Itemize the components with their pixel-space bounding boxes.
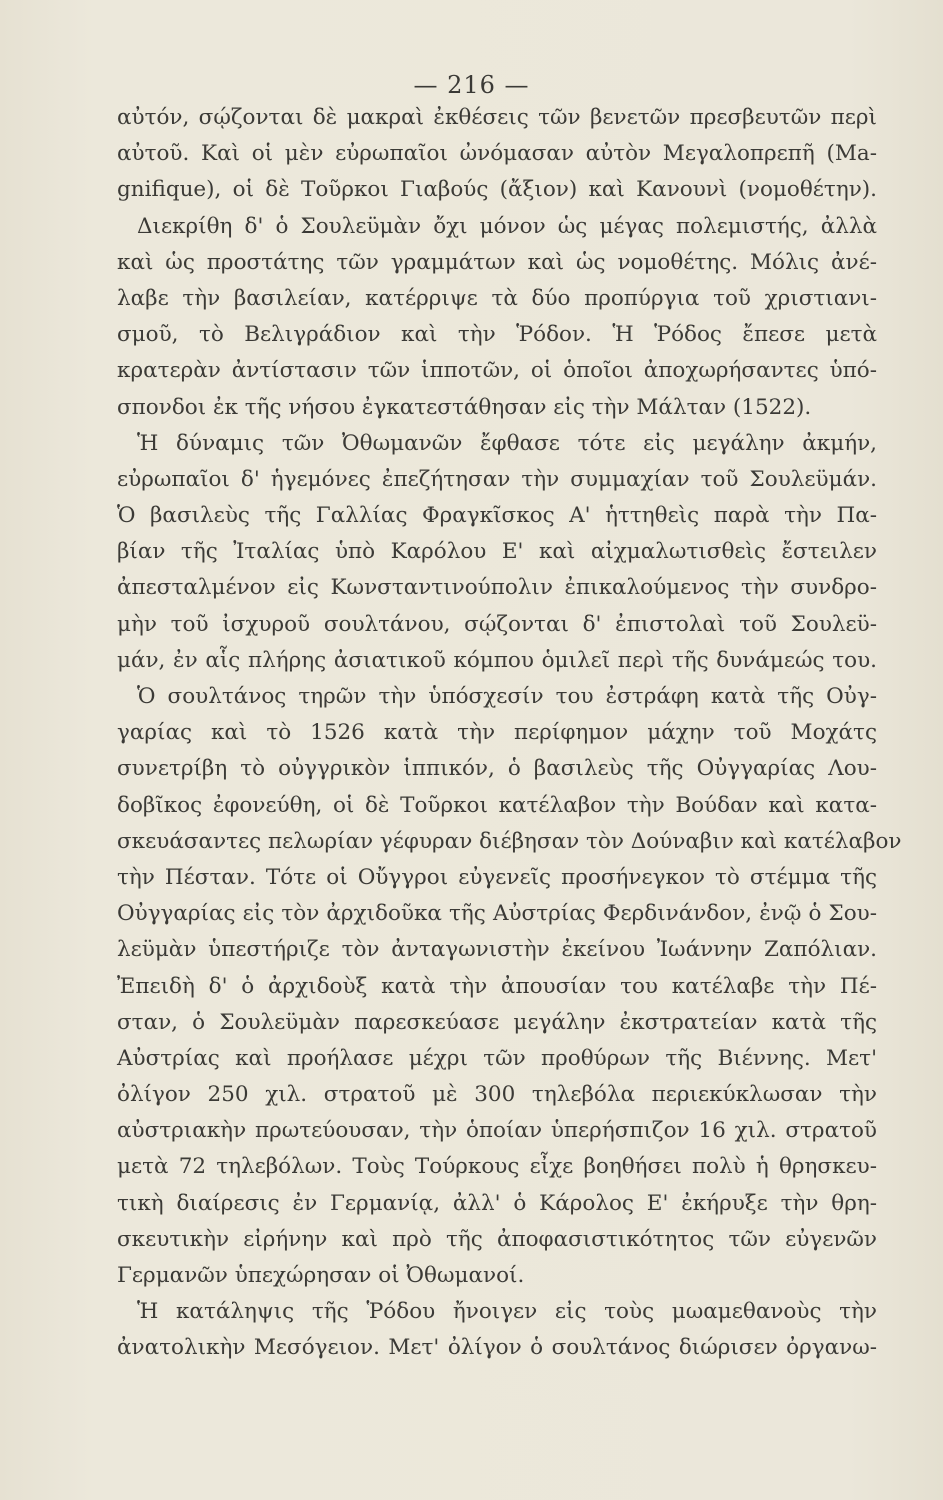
text-line: μετὰ 72 τηλεβόλων. Τοὺς Τούρκους εἶχε βοηθήσει πολὺ ἡ θρησκευ- <box>117 1154 877 1180</box>
text-line: σμοῦ, τὸ Βελιγράδιον καὶ τὴν Ῥόδον. Ἡ Ῥόδος ἔπεσε μετὰ <box>117 322 877 348</box>
text-line: τικὴ διαίρεσις ἐν Γερμανίᾳ, ἀλλ' ὁ Κάρολος Ε' ἐκήρυξε τὴν θρη- <box>117 1190 877 1216</box>
text-line: καὶ ὡς προστάτης τῶν γραμμάτων καὶ ὡς νομοθέτης. Μόλις ἀνέ- <box>117 249 877 275</box>
text-line: ἀπεσταλμένον εἰς Κωνσταντινούπολιν ἐπικαλούμενος τὴν συνδρο- <box>117 575 877 601</box>
page-number: — 216 — <box>413 71 530 99</box>
text-line: αὐτόν, σῴζονται δὲ μακραὶ ἐκθέσεις τῶν βενετῶν πρεσβευτῶν περὶ <box>117 105 877 130</box>
text-line: Ὁ σουλτάνος τηρῶν τὴν ὑπόσχεσίν του ἐστράφη κατὰ τῆς Οὐγ- <box>137 684 877 709</box>
text-line: Ἐπειδὴ δ' ὁ ἀρχιδοὺξ κατὰ τὴν ἀπουσίαν του κατέλαβε τὴν Πέ- <box>117 973 877 999</box>
text-line: Αὐστρίας καὶ προήλασε μέχρι τῶν προθύρων τῆς Βιέννης. Μετ' <box>117 1045 877 1071</box>
text-line: μάν, ἐν αἷς πλήρης ἀσιατικοῦ κόμπου ὁμιλεῖ περὶ τῆς δυνάμεώς του. <box>117 647 877 673</box>
body-text <box>117 100 902 1367</box>
text-line: ἀνατολικὴν Μεσόγειον. Μετ' ὀλίγον ὁ σουλτάνος διώρισεν ὀργανω- <box>117 1335 877 1361</box>
text-line: σταν, ὁ Σουλεϋμὰν παρεσκεύασε μεγάλην ἐκστρατείαν κατὰ τῆς <box>117 1009 877 1035</box>
text-line: Γερμανῶν ὑπεχώρησαν οἱ Ὀθωμανοί. <box>117 1263 525 1288</box>
text-line: σκευτικὴν εἰρήνην καὶ πρὸ τῆς ἀποφασιστικότητος τῶν εὐγενῶν <box>117 1226 877 1252</box>
text-line: εὐρωπαῖοι δ' ἡγεμόνες ἐπεζήτησαν τὴν συμμαχίαν τοῦ Σουλεϋμάν. <box>117 466 877 492</box>
text-line: λαβε τὴν βασιλείαν, κατέρριψε τὰ δύο προπύργια τοῦ χριστιανι- <box>117 285 877 311</box>
text-line: τὴν Πέσταν. Τότε οἱ Οὔγγροι εὐγενεῖς προσήνεγκον τὸ στέμμα τῆς <box>117 864 877 890</box>
text-line: αὐστριακὴν πρωτεύουσαν, τὴν ὁποίαν ὑπερήσπιζον 16 χιλ. στρατοῦ <box>117 1118 877 1144</box>
text-line: Ὁ βασιλεὺς τῆς Γαλλίας Φραγκῖσκος Α' ἡττηθεὶς παρὰ τὴν Πα- <box>117 503 877 529</box>
text-line: αὐτοῦ. Καὶ οἱ μὲν εὐρωπαῖοι ὠνόμασαν αὐτὸν Μεγαλοπρεπῆ (Ma- <box>117 141 877 167</box>
text-line: ὀλίγον 250 χιλ. στρατοῦ μὲ 300 τηλεβόλα περιεκύκλωσαν τὴν <box>117 1082 877 1108</box>
text-line: Διεκρίθη δ' ὁ Σουλεϋμὰν ὄχι μόνον ὡς μέγας πολεμιστής, ἀλλὰ <box>137 213 877 239</box>
text-line: βίαν τῆς Ἰταλίας ὑπὸ Καρόλου Ε' καὶ αἰχμαλωτισθεὶς ἔστειλεν <box>117 539 877 565</box>
text-line: σκευάσαντες πελωρίαν γέφυραν διέβησαν τὸν Δούναβιν καὶ κατέλαβον <box>117 828 902 854</box>
text-line: Ἡ δύναμις τῶν Ὀθωμανῶν ἔφθασε τότε εἰς μεγάλην ἀκμήν, <box>137 430 877 456</box>
text-line: gnifique), οἱ δὲ Τοῦρκοι Γιαβούς (ἄξιον) καὶ Κανουνὶ (νομοθέτην). <box>117 177 877 203</box>
text-line: Οὐγγαρίας εἰς τὸν ἀρχιδοῦκα τῆς Αὐστρίας Φερδινάνδον, ἐνῷ ὁ Σου- <box>117 901 877 927</box>
text-line: σπονδοι ἐκ τῆς νήσου ἐγκατεστάθησαν εἰς τὴν Μάλταν (1522). <box>117 394 812 420</box>
text-line: συνετρίβη τὸ οὐγγρικὸν ἱππικόν, ὁ βασιλεὺς τῆς Οὐγγαρίας Λου- <box>117 756 877 782</box>
text-line: Ἡ κατάληψις τῆς Ῥόδου ἤνοιγεν εἰς τοὺς μωαμεθανοὺς τὴν <box>137 1299 877 1325</box>
text-line: μὴν τοῦ ἰσχυροῦ σουλτάνου, σῴζονται δ' ἐπιστολαὶ τοῦ Σουλεϋ- <box>117 611 877 637</box>
text-line: γαρίας καὶ τὸ 1526 κατὰ τὴν περίφημον μάχην τοῦ Μοχάτς <box>117 720 877 746</box>
text-line: κρατερὰν ἀντίστασιν τῶν ἱπποτῶν, οἱ ὁποῖοι ἀποχωρήσαντες ὑπό- <box>117 358 877 384</box>
text-line: λεϋμὰν ὑπεστήριζε τὸν ἀνταγωνιστὴν ἐκείνου Ἰωάννην Ζαπόλιαν. <box>117 937 877 963</box>
text-line: δοβῖκος ἐφονεύθη, οἱ δὲ Τοῦρκοι κατέλαβον τὴν Βούδαν καὶ κατα- <box>117 792 877 818</box>
